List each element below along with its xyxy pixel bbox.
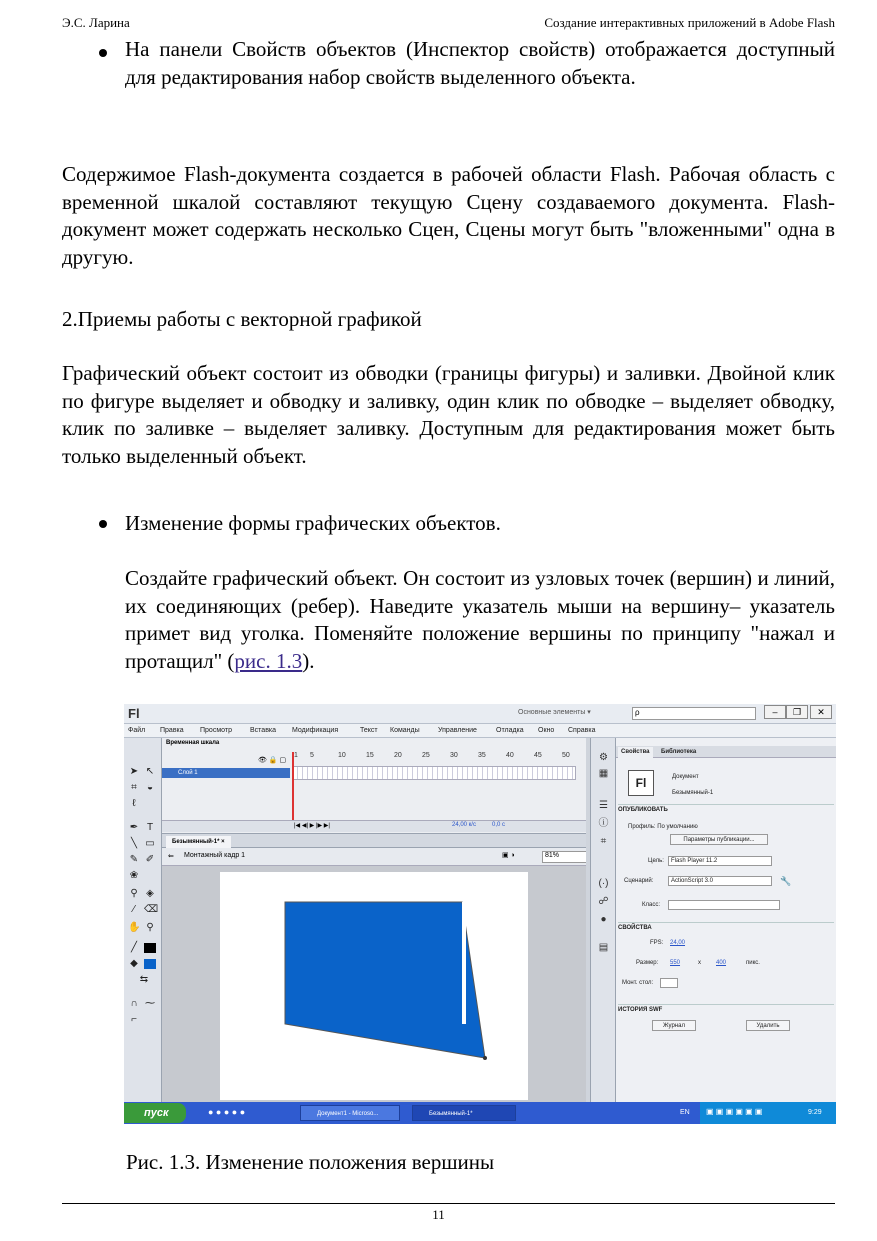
align-icon[interactable]: ☰ xyxy=(599,800,608,811)
help-search-input[interactable]: ρ xyxy=(632,707,756,720)
deco-tool-icon[interactable]: ❀ xyxy=(129,870,139,881)
timeline-tab[interactable]: Временная шкала xyxy=(166,740,220,746)
flash-logo: Fl xyxy=(128,706,140,721)
properties-panel xyxy=(616,738,836,1102)
smooth-icon[interactable]: ⁓ xyxy=(145,998,155,1009)
menu-item-help[interactable]: Справка xyxy=(568,727,596,734)
bone-tool-icon[interactable]: ⚲ xyxy=(130,888,138,899)
frame-number: 40 xyxy=(506,752,514,759)
size-label: Размер: xyxy=(636,960,659,966)
tab-properties[interactable]: Свойства xyxy=(618,747,653,758)
figure-link[interactable]: рис. 1.3 xyxy=(234,648,303,673)
start-button[interactable]: пуск xyxy=(124,1103,186,1123)
frame-number: 20 xyxy=(394,752,402,759)
lasso-icon[interactable]: ℓ xyxy=(132,798,136,809)
running-header-author: Э.С. Ларина xyxy=(62,15,130,30)
frame-ruler xyxy=(292,752,576,764)
section-properties[interactable]: СВОЙСТВА xyxy=(618,922,834,932)
paragraph: Содержимое Flash-документа создается в рабочей области Flash. Рабочая область с временной шкалой составляют текущую Сцену создаваемого документа. Flash-документ может содержать несколько Сцен, Сцены могут быть "вложенными" одна в другую. xyxy=(62,162,835,269)
swap-colors-icon[interactable]: ⇆ xyxy=(139,974,149,985)
zoom-tool-icon[interactable]: ⚲ xyxy=(146,922,154,933)
taskbar-item-word[interactable]: Документ1 - Microso... xyxy=(300,1105,400,1121)
frame-number: 15 xyxy=(366,752,374,759)
pen-tool-icon[interactable]: ✒ xyxy=(129,822,139,833)
edit-bar xyxy=(162,848,586,866)
frame-number: 1 xyxy=(294,752,298,759)
frame-grid[interactable] xyxy=(292,766,576,780)
snap-magnet-icon[interactable]: ∩ xyxy=(130,998,138,1009)
library-icon[interactable]: ▦ xyxy=(598,768,609,779)
stage-color-label: Монт. стол: xyxy=(622,980,654,986)
motion-editor-icon[interactable]: ⚙ xyxy=(599,752,608,763)
shape-fill[interactable] xyxy=(285,902,485,1058)
stroke-color-swatch[interactable] xyxy=(144,943,156,953)
vector-shape[interactable] xyxy=(220,872,528,1100)
subselection-tool-icon[interactable]: ↖ xyxy=(145,766,155,777)
time-readout: 0,0 с xyxy=(492,822,506,828)
rectangle-tool-icon[interactable]: ▭ xyxy=(145,838,155,849)
publish-settings-button[interactable]: Параметры публикации... xyxy=(670,834,768,845)
menu-item-control[interactable]: Управление xyxy=(438,727,477,734)
script-label: Сценарий: xyxy=(624,878,654,884)
frame-number: 10 xyxy=(338,752,346,759)
menu-item-commands[interactable]: Команды xyxy=(390,727,420,734)
frame-number: 35 xyxy=(478,752,486,759)
section-publish[interactable]: ОПУБЛИКОВАТЬ xyxy=(618,804,834,814)
menu-item-file[interactable]: Файл xyxy=(128,727,146,734)
fill-color-icon[interactable]: ◆ xyxy=(130,958,138,969)
bullet-text: Изменение формы графических объектов. xyxy=(125,511,501,535)
target-label: Цель: xyxy=(648,858,664,864)
hand-tool-icon[interactable]: ✋ xyxy=(128,922,141,933)
menu-item-modify[interactable]: Модификация xyxy=(292,727,339,734)
3d-rotation-icon[interactable]: ◒ xyxy=(146,782,154,793)
fps-value[interactable]: 24,00 xyxy=(670,940,686,946)
journal-button[interactable]: Журнал xyxy=(652,1020,696,1031)
pencil-tool-icon[interactable]: ✎ xyxy=(129,854,139,865)
back-arrow-icon[interactable]: ⇐ xyxy=(168,853,174,860)
stage-color-swatch[interactable] xyxy=(660,978,678,988)
language-indicator[interactable]: EN xyxy=(680,1109,690,1116)
history-icon[interactable]: ▤ xyxy=(598,942,609,953)
section-heading: 2.Приемы работы с векторной графикой xyxy=(62,307,422,331)
stroke-color-icon[interactable]: ╱ xyxy=(130,942,138,953)
frame-number: 45 xyxy=(534,752,542,759)
menu-item-insert[interactable]: Вставка xyxy=(250,727,277,734)
line-tool-icon[interactable]: ╲ xyxy=(130,838,138,849)
target-select[interactable]: Flash Player 11.2 xyxy=(668,856,772,866)
frame-number: 25 xyxy=(422,752,430,759)
size-unit: пикс. xyxy=(746,960,760,966)
section-swf-history[interactable]: ИСТОРИЯ SWF xyxy=(618,1004,834,1014)
menu-item-view[interactable]: Просмотр xyxy=(200,727,232,734)
free-transform-icon[interactable]: ⌗ xyxy=(131,782,137,793)
timeline-controls xyxy=(162,820,586,832)
close-button[interactable]: ✕ xyxy=(810,705,832,719)
zoom-select[interactable]: 81% xyxy=(542,851,622,863)
footer-rule xyxy=(62,1203,835,1204)
tray-icons[interactable]: ▣ ▣ ▣ ▣ ▣ ▣ xyxy=(706,1107,763,1116)
code-snippets-icon[interactable]: (·) xyxy=(598,878,609,889)
size-height[interactable]: 400 xyxy=(716,960,727,966)
document-tab[interactable]: Безымянный-1* × xyxy=(166,836,231,848)
app-titlebar xyxy=(124,704,836,724)
paint-bucket-icon[interactable]: ◈ xyxy=(146,888,154,899)
shape-edge-gap xyxy=(462,902,466,1024)
menu-bar xyxy=(124,724,836,738)
document-type-label: Документ xyxy=(672,774,699,780)
tab-library[interactable]: Библиотека xyxy=(661,749,697,755)
frame-number: 50 xyxy=(562,752,570,759)
motion-presets-icon[interactable]: ● xyxy=(600,914,607,925)
profile-label: Профиль: По умолчанию xyxy=(628,824,698,830)
class-input[interactable] xyxy=(668,900,780,910)
playback-controls-icon[interactable]: |◀ ◀| ▶ |▶ ▶| xyxy=(294,823,330,829)
panel-icon-strip xyxy=(590,738,616,1102)
script-select[interactable]: ActionScript 3.0 xyxy=(668,876,772,886)
paragraph: Создайте графический объект. Он состоит из узловых точек (вершин) и линий, их соединяющих (ребер). Наведите указатель мыши на вершину– указатель примет вид уголка. Поменяйте положение вершины по принципу "нажал и протащил" (рис. 1.3). xyxy=(125,566,835,673)
menu-item-window[interactable]: Окно xyxy=(538,727,555,734)
running-header-title: Создание интерактивных приложений в Adobe Flash xyxy=(544,15,835,30)
flash-screenshot-figure xyxy=(124,704,836,1124)
info-icon[interactable]: ⓘ xyxy=(598,818,609,829)
quick-launch-icons[interactable]: ● ● ● ● ● xyxy=(208,1107,246,1117)
stage[interactable] xyxy=(220,872,528,1100)
document-tab-bar xyxy=(162,834,586,848)
pasteboard xyxy=(162,866,586,1102)
scene-label: Монтажный кадр 1 xyxy=(184,852,246,859)
timeline-panel xyxy=(162,738,586,834)
fps-label: FPS: xyxy=(650,940,664,946)
eyedropper-icon[interactable]: ⁄ xyxy=(133,904,135,915)
layer-visibility-icons[interactable]: 👁 🔒 ▢ xyxy=(258,757,287,764)
selection-tool-icon[interactable]: ➤ xyxy=(129,766,139,777)
taskbar xyxy=(124,1102,836,1124)
bullet-text: На панели Свойств объектов (Инспектор свойств) отображается доступный для редактирования набор свойств выделенного объекта. xyxy=(125,37,835,89)
layer-row[interactable]: Слой 1 xyxy=(162,768,290,778)
class-label: Класс: xyxy=(642,902,660,908)
eraser-icon[interactable]: ⌫ xyxy=(144,904,159,915)
system-tray xyxy=(680,1102,836,1124)
document-icon: Fl xyxy=(628,770,654,796)
paragraph: Графический объект состоит из обводки (границы фигуры) и заливки. Двойной клик по фигуре выделяет и обводку и заливку, один клик по обводке – выделяет обводку, клик по заливке – выделяет заливку. Доступным для редактирования может быть только выделенный объект. xyxy=(62,361,835,468)
text-tool-icon[interactable]: T xyxy=(146,822,154,833)
page-number: 11 xyxy=(432,1207,445,1222)
transform-icon[interactable]: ⌗ xyxy=(600,836,607,847)
tools-panel xyxy=(124,738,162,1102)
menu-item-debug[interactable]: Отладка xyxy=(496,727,524,734)
properties-tab-bar xyxy=(616,746,836,758)
fps-readout: 24,00 к/с xyxy=(452,822,476,828)
size-x: x xyxy=(698,960,701,966)
dragged-vertex[interactable] xyxy=(483,1056,487,1060)
workspace-selector[interactable]: Основные элементы ▾ xyxy=(518,709,591,716)
frame-number: 30 xyxy=(450,752,458,759)
maximize-button[interactable]: ❐ xyxy=(786,705,808,719)
delete-button[interactable]: Удалить xyxy=(746,1020,790,1031)
figure-caption: Рис. 1.3. Изменение положения вершины xyxy=(126,1150,495,1174)
edit-symbols-icon[interactable]: ▣ ◑ xyxy=(502,852,515,859)
clock: 9:29 xyxy=(808,1109,822,1116)
frame-number: 5 xyxy=(310,752,314,759)
bullet-dot xyxy=(99,49,107,57)
menu-item-edit[interactable]: Правка xyxy=(160,727,184,734)
straighten-icon[interactable]: ⌐ xyxy=(131,1014,137,1025)
brush-tool-icon[interactable]: ✐ xyxy=(145,854,155,865)
taskbar-item-flash[interactable]: Безымянный-1* xyxy=(412,1105,516,1121)
wrench-icon[interactable]: 🔧 xyxy=(780,876,792,886)
bullet-dot xyxy=(99,520,107,528)
document-name: Безымянный-1 xyxy=(672,790,714,796)
minimize-button[interactable]: – xyxy=(764,705,786,719)
menu-item-text[interactable]: Текст xyxy=(360,727,378,734)
fill-color-swatch[interactable] xyxy=(144,959,156,969)
components-icon[interactable]: ☍ xyxy=(598,896,609,907)
size-width[interactable]: 550 xyxy=(670,960,681,966)
